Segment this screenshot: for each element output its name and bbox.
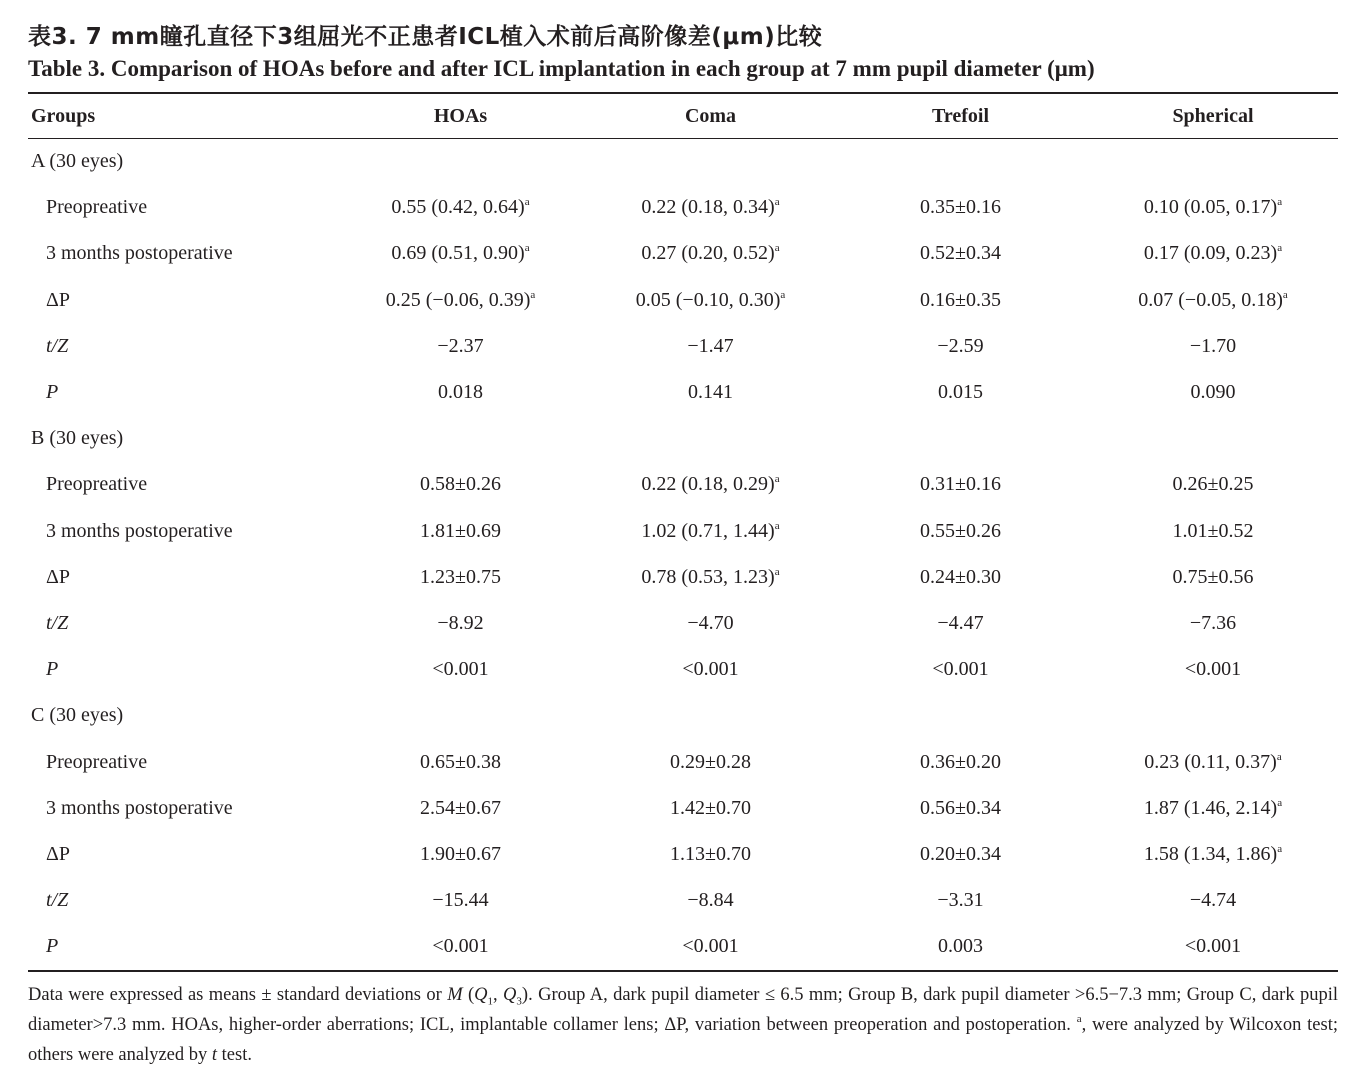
footnote-median-symbol: M [447, 985, 463, 1005]
cell-value: <0.001 [432, 935, 489, 958]
cell-value: −2.59 [937, 334, 984, 357]
cell-value: −2.37 [437, 334, 484, 357]
table-cell [833, 554, 1088, 600]
table-cell [588, 877, 833, 923]
table-cell [833, 785, 1088, 831]
group-row [28, 415, 1338, 461]
table-row [28, 831, 1338, 877]
cell-value: 0.20±0.34 [920, 842, 1001, 865]
cell-value: 0.65±0.38 [420, 750, 501, 773]
table-bottom-rule [28, 970, 1338, 972]
cell-value: 0.24±0.30 [920, 565, 1001, 588]
footnote-sep: , [493, 985, 504, 1005]
table-cell [588, 277, 833, 323]
cell-value: 1.02 (0.71, 1.44) [641, 519, 775, 542]
cell-value: 1.13±0.70 [670, 842, 751, 865]
table-body [28, 138, 1338, 969]
footnote-superscript-a: a [1076, 1013, 1082, 1025]
table-row [28, 508, 1338, 554]
cell-value: <0.001 [1184, 935, 1242, 958]
cell-value: 0.090 [1190, 381, 1236, 404]
footnote-text: Data were expressed as means ± standard deviations or [28, 985, 448, 1005]
cell-value: −4.70 [687, 611, 734, 634]
footnote-q3: Q [503, 985, 517, 1005]
table-cell [833, 184, 1088, 230]
footnote-q1-sub: 1 [487, 995, 494, 1008]
cell-value: 0.141 [688, 381, 733, 404]
table-cell [333, 877, 588, 923]
cell-value: 0.003 [938, 935, 983, 958]
table-cell [833, 831, 1088, 877]
cell-value: 0.52±0.34 [920, 242, 1001, 265]
table-row [28, 277, 1338, 323]
table-cell [1088, 785, 1338, 831]
row-label: ΔP [46, 288, 70, 311]
row-label: ΔP [46, 565, 70, 588]
table-cell [588, 369, 833, 415]
table-cell [833, 923, 1088, 969]
wilcoxon-marker: a [1277, 196, 1283, 209]
cell-value: 0.58±0.26 [420, 473, 501, 496]
table-cell [588, 646, 833, 692]
table-cell [1088, 369, 1338, 415]
footnote-text-end: test. [217, 1045, 252, 1065]
wilcoxon-marker: a [530, 288, 536, 301]
wilcoxon-marker: a [774, 242, 780, 255]
cell-value: 0.018 [438, 381, 483, 404]
table-row [28, 184, 1338, 230]
cell-value: 2.54±0.67 [420, 796, 501, 819]
cell-value: <0.001 [932, 658, 989, 681]
table-cell [833, 461, 1088, 507]
row-label: t/Z [46, 334, 69, 357]
cell-value: −1.47 [687, 334, 734, 357]
wilcoxon-marker: a [774, 196, 780, 209]
cell-value: −7.36 [1189, 611, 1237, 634]
table-cell [1088, 277, 1338, 323]
cell-value: 0.015 [938, 381, 983, 404]
table-row [28, 554, 1338, 600]
footnote-text-groups: ). Group A, dark pupil diameter ≤ 6.5 mm; Group B, dark pupil diameter >6.5−7.3 mm; Group C, dark pupil diameter>7.3 mm. HOAs, higher-order aberrations; ICL, implantable collamer lens; ΔP, variation between preoperation and postoperation. [28, 985, 1339, 1035]
cell-value: 0.22 (0.18, 0.34) [641, 196, 775, 219]
table-row [28, 461, 1338, 507]
table-row [28, 323, 1338, 369]
table-cell [1088, 508, 1338, 554]
table-cell [1088, 230, 1338, 276]
table-cell [333, 230, 588, 276]
table-cell [833, 646, 1088, 692]
cell-value: 0.10 (0.05, 0.17) [1143, 196, 1278, 219]
table-cell [588, 461, 833, 507]
row-label: t/Z [46, 611, 69, 634]
table-cell [1088, 554, 1338, 600]
table-header-row [28, 94, 1338, 138]
group-row [28, 692, 1338, 738]
table-cell [833, 369, 1088, 415]
table-cell [333, 923, 588, 969]
table-cell [588, 785, 833, 831]
table-cell [588, 184, 833, 230]
row-label: 3 months postoperative [46, 242, 233, 265]
cell-value: 0.05 (−0.10, 0.30) [635, 288, 781, 311]
table-row [28, 785, 1338, 831]
row-label: Preopreative [46, 196, 148, 219]
footnote-q3-sub: 3 [516, 995, 522, 1008]
table-cell [588, 600, 833, 646]
row-label: Preopreative [46, 750, 148, 773]
cell-value: 0.22 (0.18, 0.29) [641, 473, 775, 496]
table-cell [1088, 923, 1338, 969]
header-trefoil: Trefoil [931, 105, 990, 127]
table-caption-chinese: 表3. 7 mm瞳孔直径下3组屈光不正患者ICL植入术前后高阶像差(μm)比较 [28, 24, 823, 50]
cell-value: 0.55 (0.42, 0.64) [391, 196, 525, 219]
table-cell [333, 369, 588, 415]
group-label: A (30 eyes) [31, 150, 124, 173]
table-cell [333, 461, 588, 507]
table-cell [1088, 461, 1338, 507]
wilcoxon-marker: a [1282, 288, 1288, 301]
cell-value: 0.27 (0.20, 0.52) [641, 242, 775, 265]
row-label: P [46, 658, 59, 681]
table-cell [333, 738, 588, 784]
wilcoxon-marker: a [524, 196, 530, 209]
table-cell [833, 230, 1088, 276]
table-cell [333, 600, 588, 646]
row-label: P [46, 935, 59, 958]
cell-value: −8.84 [687, 889, 734, 912]
header-coma: Coma [684, 105, 737, 127]
cell-value: 0.35±0.16 [920, 196, 1001, 219]
cell-value: 1.81±0.69 [420, 519, 501, 542]
table-cell [1088, 646, 1338, 692]
wilcoxon-marker: a [780, 288, 786, 301]
table-cell [588, 554, 833, 600]
table-cell [1088, 877, 1338, 923]
table-row [28, 877, 1338, 923]
cell-value: 1.23±0.75 [420, 565, 501, 588]
table-cell [588, 323, 833, 369]
table-cell [588, 230, 833, 276]
row-label: Preopreative [46, 473, 148, 496]
footnote-q1: Q [474, 985, 488, 1005]
table-cell [333, 554, 588, 600]
wilcoxon-marker: a [774, 519, 780, 532]
table-cell [333, 184, 588, 230]
row-label: 3 months postoperative [46, 519, 233, 542]
table-cell [588, 738, 833, 784]
cell-value: 0.78 (0.53, 1.23) [641, 565, 775, 588]
wilcoxon-marker: a [1276, 750, 1282, 763]
table-cell [588, 831, 833, 877]
footnote-text-tests: , were analyzed by Wilcoxon test; others were analyzed by [28, 1015, 1338, 1065]
table-cell [333, 508, 588, 554]
cell-value: 0.29±0.28 [670, 750, 751, 773]
table-footnote [28, 980, 1338, 1070]
table-cell [333, 831, 588, 877]
cell-value: −8.92 [437, 611, 484, 634]
table-cell [1088, 323, 1338, 369]
cell-value: 1.42±0.70 [670, 796, 751, 819]
cell-value: 0.69 (0.51, 0.90) [391, 242, 525, 265]
header-spherical: Spherical [1172, 105, 1254, 127]
table-cell [588, 508, 833, 554]
footnote-paren: ( [462, 985, 475, 1005]
cell-value: <0.001 [682, 658, 739, 681]
row-label: P [46, 381, 59, 404]
cell-value: 1.58 (1.34, 1.86) [1143, 842, 1278, 865]
cell-value: 0.56±0.34 [920, 796, 1001, 819]
table-row [28, 230, 1338, 276]
cell-value: 1.87 (1.46, 2.14) [1143, 796, 1278, 819]
table-cell [833, 508, 1088, 554]
wilcoxon-marker: a [1277, 796, 1283, 809]
cell-value: 0.26±0.25 [1172, 473, 1254, 496]
cell-value: −4.74 [1189, 889, 1237, 912]
cell-value: −1.70 [1189, 334, 1237, 357]
wilcoxon-marker: a [774, 565, 780, 578]
footnote-t-symbol: t [211, 1045, 218, 1065]
table-cell [833, 738, 1088, 784]
table-row [28, 600, 1338, 646]
cell-value: 0.07 (−0.05, 0.18) [1138, 288, 1283, 311]
cell-value: −15.44 [432, 889, 489, 912]
row-label: ΔP [46, 842, 70, 865]
cell-value: <0.001 [432, 658, 489, 681]
table-row [28, 646, 1338, 692]
table-cell [833, 600, 1088, 646]
table-cell [1088, 184, 1338, 230]
cell-value: 1.01±0.52 [1172, 519, 1254, 542]
table-cell [333, 323, 588, 369]
cell-value: 0.75±0.56 [1172, 565, 1254, 588]
group-label: B (30 eyes) [31, 427, 124, 450]
table-cell [588, 923, 833, 969]
table-cell [833, 323, 1088, 369]
table-cell [333, 646, 588, 692]
cell-value: 0.23 (0.11, 0.37) [1144, 750, 1277, 773]
cell-value: 0.17 (0.09, 0.23) [1143, 242, 1278, 265]
table-row [28, 369, 1338, 415]
table-cell [833, 277, 1088, 323]
table-row [28, 923, 1338, 969]
table-row [28, 738, 1338, 784]
row-label: 3 months postoperative [46, 796, 233, 819]
table-cell [1088, 600, 1338, 646]
table-cell [1088, 738, 1338, 784]
wilcoxon-marker: a [1277, 242, 1283, 255]
table-cell [833, 877, 1088, 923]
table-caption-english: Table 3. Comparison of HOAs before and after ICL implantation in each group at 7 mm pupil diameter (μm) [28, 56, 1095, 81]
cell-value: 1.90±0.67 [420, 842, 501, 865]
row-label: t/Z [46, 889, 69, 912]
wilcoxon-marker: a [524, 242, 530, 255]
wilcoxon-marker: a [774, 473, 780, 486]
cell-value: <0.001 [1184, 658, 1242, 681]
cell-value: 0.55±0.26 [920, 519, 1001, 542]
table-cell [333, 785, 588, 831]
group-row [28, 138, 1338, 184]
cell-value: −4.47 [937, 611, 984, 634]
header-hoas: HOAs [433, 105, 488, 127]
table-cell [333, 277, 588, 323]
table-cell [1088, 831, 1338, 877]
cell-value: 0.36±0.20 [920, 750, 1001, 773]
cell-value: −3.31 [937, 889, 984, 912]
cell-value: 0.25 (−0.06, 0.39) [385, 288, 531, 311]
cell-value: <0.001 [682, 935, 739, 958]
cell-value: 0.16±0.35 [920, 288, 1001, 311]
cell-value: 0.31±0.16 [920, 473, 1001, 496]
wilcoxon-marker: a [1277, 842, 1283, 855]
header-groups: Groups [31, 105, 96, 127]
group-label: C (30 eyes) [31, 704, 124, 727]
hoa-comparison-table [28, 94, 1338, 969]
